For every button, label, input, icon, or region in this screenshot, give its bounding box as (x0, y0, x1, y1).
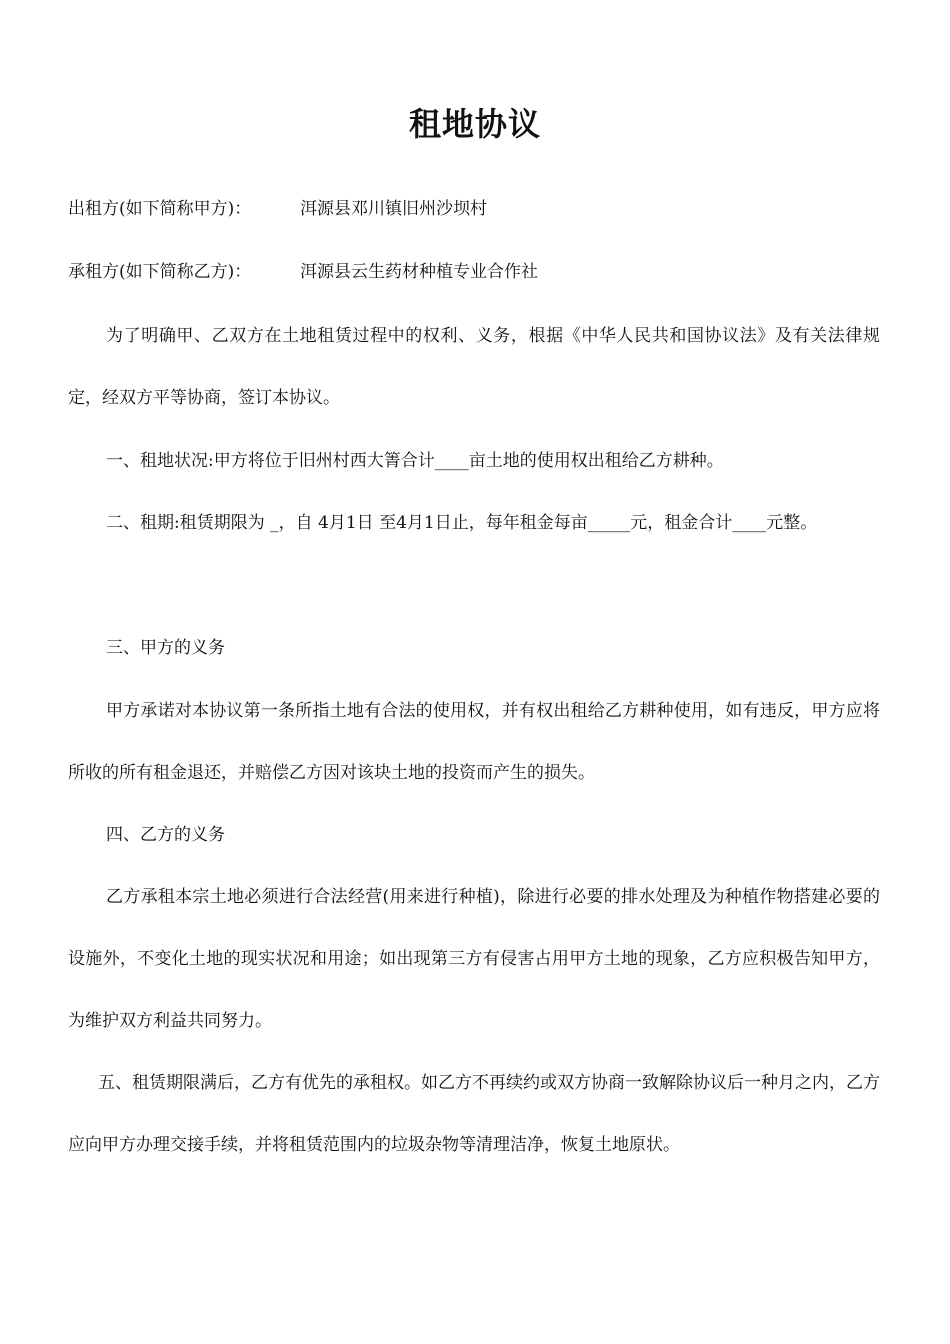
clause-4-heading: 四、乙方的义务 (106, 825, 225, 845)
clause-2-lease-term: 二、租期:租赁期限为 _，自 4月1日 至4月1日止，每年租金每亩_____元，租金合计____元整。 (106, 513, 818, 533)
lessor-label: 出租方(如下简称甲方)： (68, 199, 252, 219)
document-title: 租地协议 (408, 105, 541, 143)
lessee-line (68, 260, 538, 284)
clause-3-heading: 三、甲方的义务 (106, 638, 225, 658)
clause-5-body: 五、租赁期限满后，乙方有优先的承租权。如乙方不再续约或双方协商一致解除协议后一种月之内，乙方应向甲方办理交接手续，并将租赁范围内的垃圾杂物等清理洁净，恢复土地原状。 (68, 1073, 880, 1155)
lessee-label: 承租方(如下简称乙方)： (68, 262, 252, 282)
preamble-paragraph: 为了明确甲、乙双方在土地租赁过程中的权利、义务，根据《中华人民共和国协议法》及有关法律规定，经双方平等协商，签订本协议。 (68, 326, 880, 408)
clause-3-body: 甲方承诺对本协议第一条所指土地有合法的使用权，并有权出租给乙方耕种使用，如有违反，甲方应将所收的所有租金退还，并赔偿乙方因对该块土地的投资而产生的损失。 (68, 701, 880, 783)
lessee-value: 洱源县云生药材种植专业合作社 (300, 262, 538, 282)
lessor-value: 洱源县邓川镇旧州沙坝村 (300, 199, 487, 219)
clause-1-land-status: 一、租地状况:甲方将位于旧州村西大箐合计____亩土地的使用权出租给乙方耕种。 (106, 451, 724, 471)
lessor-line (68, 197, 487, 221)
clause-4-body: 乙方承租本宗土地必须进行合法经营(用来进行种植)，除进行必要的排水处理及为种植作物搭建必要的设施外，不变化土地的现实状况和用途；如出现第三方有侵害占用甲方土地的现象，乙方应积极告知甲方，为维护双方利益共同努力。 (68, 887, 880, 1031)
